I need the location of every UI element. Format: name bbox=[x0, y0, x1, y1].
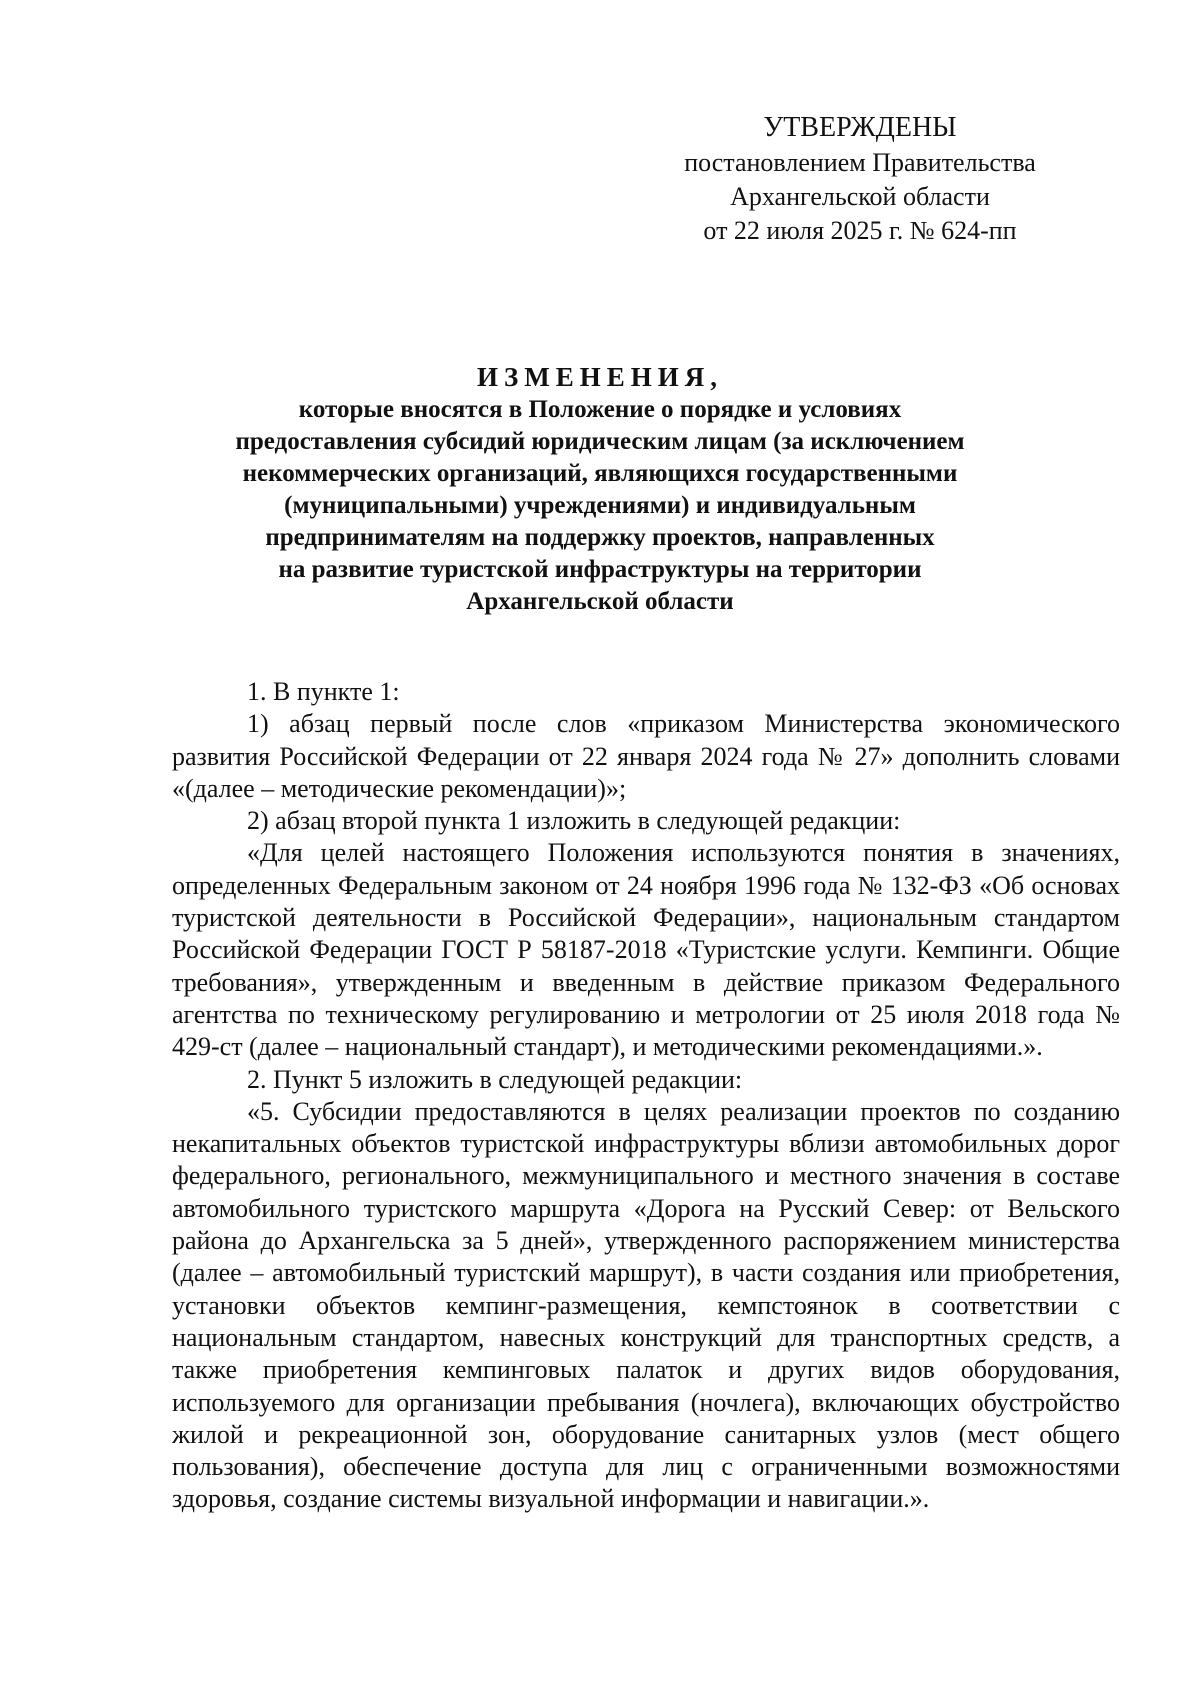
approval-line-2: Архангельской области bbox=[730, 182, 990, 211]
document-title bbox=[175, 360, 1025, 618]
paragraph-item-1: 1. В пункте 1: bbox=[247, 677, 400, 706]
title-line-5: предпринимателям на поддержку проектов, направленных bbox=[265, 524, 935, 551]
title-line-7: Архангельской области bbox=[466, 588, 734, 615]
title-main: ИЗМЕНЕНИЯ, bbox=[476, 362, 723, 392]
title-line-6: на развитие туристской инфраструктуры на территории bbox=[278, 556, 922, 583]
paragraph-quoted-point-5: «5. Субсидии предоставляются в целях реализации проектов по созданию некапитальных объектов туристской инфраструктуры вблизи автомобильных дорог федерального, регионального, межмуниципального и местного значения в составе автомобильного туристского маршрута «Дорога на Русский Север: от Вельского района до Архангельска за 5 дней», утвержденного распоряжением министерства (далее – автомобильный туристский маршрут), в части создания или приобретения, установки объектов кемпинг-размещения, кемпстоянок в соответствии с национальным стандартом, навесных конструкций для транспортных средств, а также приобретения кемпинговых палаток и других видов оборудования, используемого для организации пребывания (ночлега), включающих обустройство жилой и рекреационной зон, оборудование санитарных узлов (мест общего пользования), обеспечение доступа для лиц с ограниченными возможностями здоровья, создание системы визуальной информации и навигации.». bbox=[172, 1096, 1120, 1514]
approval-block bbox=[650, 110, 1070, 248]
title-line-4: (муниципальными) учреждениями) и индивидуальным bbox=[284, 492, 916, 519]
approval-line-1: постановлением Правительства bbox=[684, 148, 1036, 177]
paragraph-item-2: 2. Пункт 5 изложить в следующей редакции: bbox=[247, 1064, 743, 1094]
title-line-2: предоставления субсидий юридическим лицам (за исключением bbox=[235, 428, 965, 455]
paragraph-subitem-1: 1) абзац первый после слов «приказом Министерства экономического развития Российской Федерации от 22 января 2024 года № 27» дополнить словами «(далее – методические рекомендации)»; bbox=[172, 709, 1120, 803]
document-body bbox=[172, 676, 1120, 1516]
paragraph-subitem-2: 2) абзац второй пункта 1 изложить в следующей редакции: bbox=[247, 806, 901, 836]
approval-heading: УТВЕРЖДЕНЫ bbox=[763, 112, 957, 143]
approval-line-3: от 22 июля 2025 г. № 624-пп bbox=[703, 216, 1017, 245]
title-line-1: которые вносятся в Положение о порядке и условиях bbox=[298, 396, 902, 423]
paragraph-quoted-definitions: «Для целей настоящего Положения используются понятия в значениях, определенных Федеральным законом от 24 ноября 1996 года № 132-ФЗ «Об основах туристской деятельности в Российской Федерации», национальным стандартом Российской Федерации ГОСТ Р 58187-2018 «Туристские услуги. Кемпинги. Общие требования», утвержденным и введенным в действие приказом Федерального агентства по техническому регулированию и метрологии от 25 июля 2018 года № 429-ст (далее – национальный стандарт), и методическими рекомендациями.». bbox=[172, 838, 1120, 1062]
title-line-3: некоммерческих организаций, являющихся государственными bbox=[242, 460, 958, 487]
